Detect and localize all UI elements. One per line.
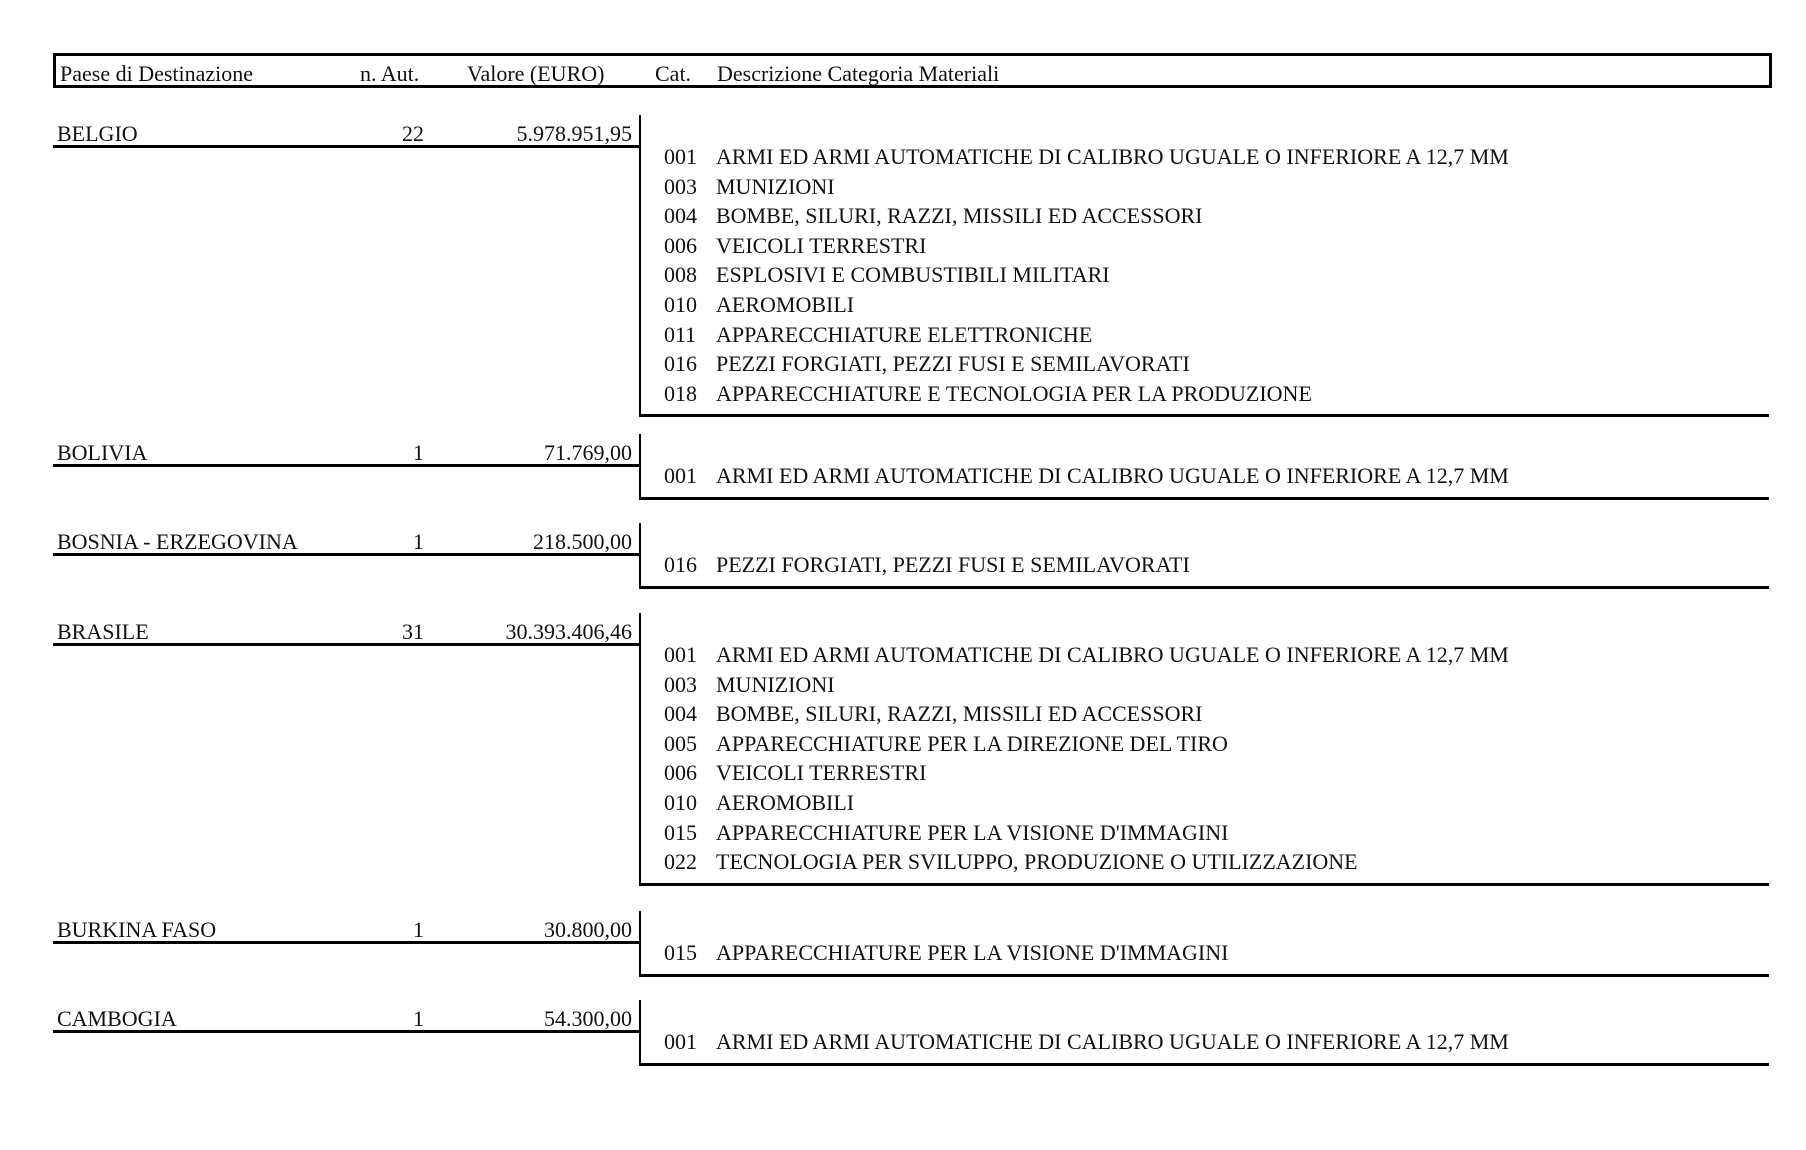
category-description: APPARECCHIATURE E TECNOLOGIA PER LA PRODUZIONE	[716, 380, 1312, 406]
category-row	[0, 644, 1806, 674]
category-code: 011	[664, 321, 697, 347]
category-row	[0, 1031, 1806, 1061]
category-row	[0, 380, 1806, 413]
category-description: VEICOLI TERRESTRI	[716, 760, 927, 786]
country-name: BRASILE	[57, 619, 149, 644]
n-aut-value: 1	[413, 917, 424, 942]
category-row	[0, 294, 1806, 324]
group-bottom-line	[639, 586, 1769, 589]
category-row	[0, 792, 1806, 822]
country-name: BOLIVIA	[57, 440, 148, 465]
valore-value: 30.393.406,46	[505, 619, 632, 644]
category-description: BOMBE, SILURI, RAZZI, MISSILI ED ACCESSORI	[716, 203, 1203, 229]
category-row	[0, 762, 1806, 792]
category-code: 022	[664, 849, 697, 875]
n-aut-value: 1	[413, 440, 424, 465]
category-row	[0, 671, 1806, 704]
category-description: APPARECCHIATURE PER LA VISIONE D'IMMAGINI	[716, 940, 1229, 965]
group-bottom-line	[639, 414, 1769, 417]
category-code: 006	[664, 232, 697, 258]
category-code: 003	[664, 173, 697, 199]
category-description: ARMI ED ARMI AUTOMATICHE DI CALIBRO UGUALE O INFERIORE A 12,7 MM	[716, 144, 1509, 169]
country-name: CAMBOGIA	[57, 1006, 177, 1031]
n-aut-value: 31	[402, 619, 424, 644]
category-code: 015	[664, 819, 697, 845]
category-row	[0, 465, 1806, 495]
category-description: PEZZI FORGIATI, PEZZI FUSI E SEMILAVORATI	[716, 552, 1190, 577]
header-valore: Valore (EURO)	[467, 61, 605, 86]
category-row	[0, 942, 1806, 972]
header-n-aut: n. Aut.	[360, 61, 420, 86]
valore-value: 5.978.951,95	[516, 121, 632, 146]
category-code: 004	[664, 701, 697, 727]
category-description: ARMI ED ARMI AUTOMATICHE DI CALIBRO UGUALE O INFERIORE A 12,7 MM	[716, 1029, 1509, 1054]
category-code: 010	[664, 292, 697, 317]
valore-value: 54.300,00	[544, 1006, 632, 1031]
category-description: VEICOLI TERRESTRI	[716, 232, 927, 258]
category-code: 001	[664, 642, 697, 667]
category-row	[0, 205, 1806, 235]
header-country: Paese di Destinazione	[60, 61, 254, 86]
category-description: BOMBE, SILURI, RAZZI, MISSILI ED ACCESSORI	[716, 701, 1203, 727]
category-row	[0, 730, 1806, 763]
category-code: 008	[664, 262, 697, 288]
n-aut-value: 1	[413, 1006, 424, 1031]
category-row	[0, 851, 1806, 881]
n-aut-value: 22	[402, 121, 424, 146]
country-name: BURKINA FASO	[57, 917, 217, 942]
category-description: MUNIZIONI	[716, 671, 835, 697]
category-description: ARMI ED ARMI AUTOMATICHE DI CALIBRO UGUALE O INFERIORE A 12,7 MM	[716, 463, 1509, 488]
category-row	[0, 353, 1806, 383]
category-code: 001	[664, 144, 697, 169]
header-cat: Cat.	[655, 61, 692, 86]
category-description: TECNOLOGIA PER SVILUPPO, PRODUZIONE O UTILIZZAZIONE	[716, 849, 1358, 875]
valore-value: 218.500,00	[533, 529, 632, 554]
category-description: APPARECCHIATURE PER LA DIREZIONE DEL TIRO	[716, 730, 1228, 756]
category-description: MUNIZIONI	[716, 173, 835, 199]
category-code: 004	[664, 203, 697, 229]
category-row	[0, 232, 1806, 265]
category-row	[0, 173, 1806, 206]
category-row	[0, 264, 1806, 294]
category-code: 006	[664, 760, 697, 786]
header-descrizione: Descrizione Categoria Materiali	[717, 61, 1000, 86]
category-description: AEROMOBILI	[716, 292, 855, 317]
category-row	[0, 703, 1806, 733]
category-description: PEZZI FORGIATI, PEZZI FUSI E SEMILAVORATI	[716, 351, 1190, 377]
category-code: 001	[664, 1029, 697, 1054]
country-name: BOSNIA - ERZEGOVINA	[57, 529, 298, 554]
category-description: AEROMOBILI	[716, 790, 855, 815]
category-description: ESPLOSIVI E COMBUSTIBILI MILITARI	[716, 262, 1110, 288]
category-code: 005	[664, 730, 697, 756]
category-code: 001	[664, 463, 697, 488]
group-bottom-line	[639, 1063, 1769, 1066]
n-aut-value: 1	[413, 529, 424, 554]
group-bottom-line	[639, 974, 1769, 977]
category-row	[0, 554, 1806, 584]
country-name: BELGIO	[57, 121, 138, 146]
category-row	[0, 321, 1806, 354]
category-code: 016	[664, 552, 697, 577]
group-bottom-line	[639, 883, 1769, 886]
category-row	[0, 819, 1806, 852]
category-code: 010	[664, 790, 697, 815]
category-code: 015	[664, 940, 697, 965]
category-row	[0, 146, 1806, 176]
category-description: APPARECCHIATURE ELETTRONICHE	[716, 321, 1093, 347]
category-code: 018	[664, 380, 697, 406]
category-description: APPARECCHIATURE PER LA VISIONE D'IMMAGINI	[716, 819, 1229, 845]
category-code: 016	[664, 351, 697, 377]
category-description: ARMI ED ARMI AUTOMATICHE DI CALIBRO UGUALE O INFERIORE A 12,7 MM	[716, 642, 1509, 667]
group-bottom-line	[639, 497, 1769, 500]
valore-value: 30.800,00	[544, 917, 632, 942]
valore-value: 71.769,00	[544, 440, 632, 465]
category-code: 003	[664, 671, 697, 697]
